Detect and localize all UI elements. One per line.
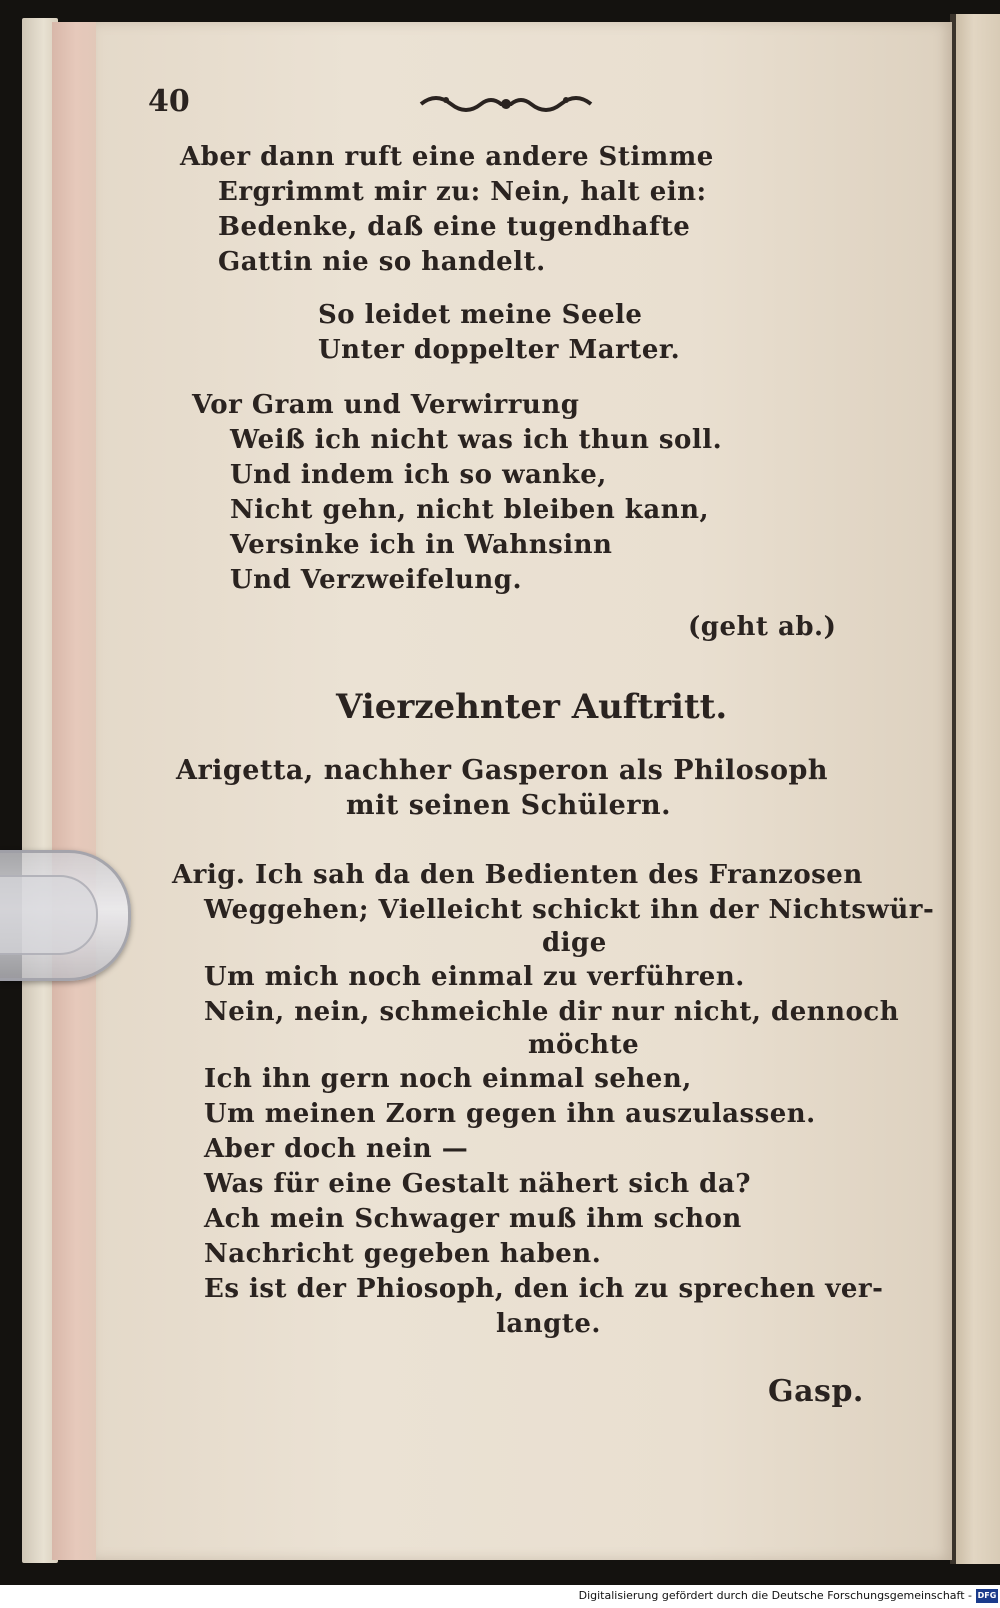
ornament-icon [416, 90, 596, 118]
verse-line: Bedenke, daß eine tugendhafte [218, 212, 691, 242]
verse-line: Ergrimmt mir zu: Nein, halt ein: [218, 177, 707, 207]
dialogue-line: Um mich noch einmal zu verführen. [204, 962, 745, 992]
dialogue-line: Arig. Ich sah da den Bedienten des Franzosen [172, 860, 863, 890]
verse-line: Unter doppelter Marter. [318, 335, 681, 365]
dialogue-line: Nachricht gegeben haben. [204, 1239, 602, 1269]
dialogue-line: Ach mein Schwager muß ihm schon [204, 1204, 742, 1234]
scene-heading: Vierzehnter Auftritt. [336, 687, 728, 727]
right-page-edge [956, 14, 1000, 1564]
page-edge [52, 22, 100, 1560]
page-text [96, 22, 952, 1560]
dialogue-line: Ich ihn gern noch einmal sehen, [204, 1064, 692, 1094]
dialogue-line: Um meinen Zorn gegen ihn auszulassen. [204, 1099, 816, 1129]
character-list: mit seinen Schülern. [346, 790, 672, 821]
page-clip-inner [0, 875, 98, 955]
verse-line: Gattin nie so handelt. [218, 247, 546, 277]
dialogue-line: Was für eine Gestalt nähert sich da? [204, 1169, 751, 1199]
dialogue-line: Es ist der Phiosoph, den ich zu sprechen ver- [204, 1274, 884, 1304]
verse-line: Und indem ich so wanke, [230, 460, 607, 490]
character-list: Arigetta, nachher Gasperon als Philosoph [176, 755, 828, 786]
dialogue-line: Nein, nein, schmeichle dir nur nicht, dennoch [204, 997, 900, 1027]
verse-line: Aber dann ruft eine andere Stimme [180, 142, 714, 172]
verse-line: So leidet meine Seele [318, 300, 643, 330]
footer-credit: Digitalisierung gefördert durch die Deutsche Forschungsgemeinschaft - [578, 1589, 972, 1602]
dialogue-line: Weggehen; Vielleicht schickt ihn der Nichtswür- [204, 895, 935, 925]
footer-bar [0, 1585, 1000, 1608]
dialogue-line: Aber doch nein — [204, 1134, 469, 1164]
verse-line: Und Verzweifelung. [230, 565, 523, 595]
dfg-logo: DFG [976, 1589, 998, 1603]
page-number: 40 [148, 84, 190, 119]
verse-line: Weiß ich nicht was ich thun soll. [230, 425, 723, 455]
verse-line: Versinke ich in Wahnsinn [230, 530, 613, 560]
verse-line: Vor Gram und Verwirrung [192, 390, 580, 420]
dialogue-line: langte. [496, 1309, 601, 1339]
dialogue-line: dige [542, 928, 607, 958]
page-clip [0, 850, 131, 981]
dialogue-line: möchte [528, 1030, 640, 1060]
catchword: Gasp. [768, 1374, 864, 1409]
verse-line: Nicht gehn, nicht bleiben kann, [230, 495, 710, 525]
stage-direction: (geht ab.) [688, 612, 837, 642]
book-page [96, 22, 952, 1560]
